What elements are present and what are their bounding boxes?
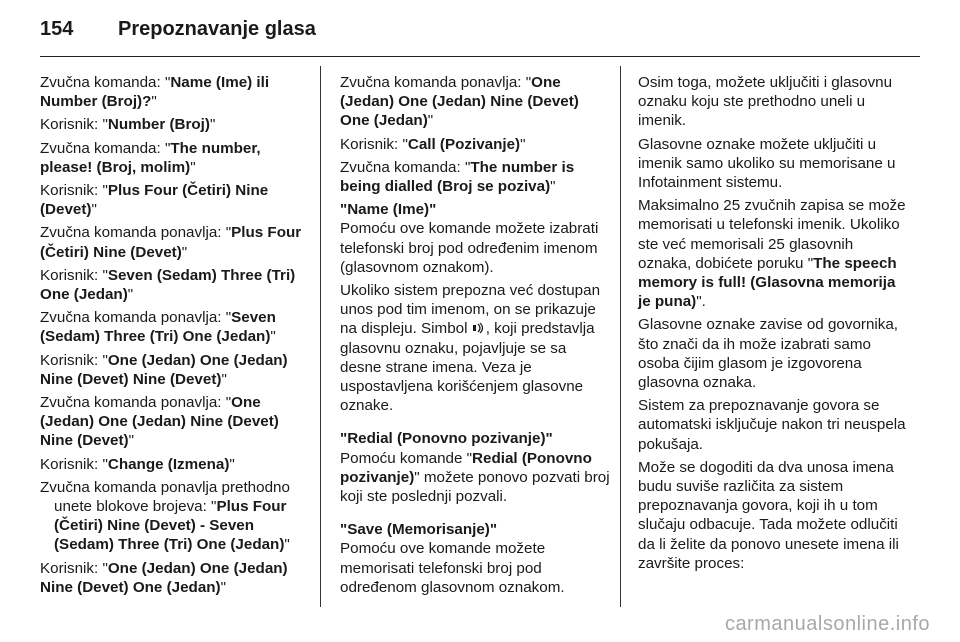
paragraph: Ukoliko sistem prepozna već dostupan unos pod tim imenom, on se prikazuje na displeju. Simbol , koji predstavlja glasovnu oznaku, pojavljuje se sa desne strane imena. Veza je uspostavljena korišćenjem glasovne oznake. — [340, 282, 601, 415]
column-2 — [340, 73, 610, 601]
section-heading: "Redial (Ponovno pozivanje)" — [340, 430, 553, 448]
page-title: Prepoznavanje glasa — [118, 18, 316, 40]
watermark: carmanualsonline.info — [724, 613, 930, 635]
voice-tag-icon — [472, 320, 486, 332]
paragraph: Zvučna komanda ponavlja: "One (Jedan) One (Jedan) Nine (Devet) Nine (Devet)" — [40, 394, 279, 450]
paragraph: Korisnik: "One (Jedan) One (Jedan) Nine (Devet) Nine (Devet)" — [40, 351, 288, 388]
paragraph: Pomoću komande "Redial (Ponovno pozivanje)" možete ponovo pozvati broj koji ste poslednji pozvali. — [340, 449, 610, 506]
paragraph: Korisnik: "Plus Four (Četiri) Nine (Devet)" — [40, 182, 269, 219]
section-heading: "Save (Memorisanje)" — [340, 521, 498, 539]
page-number: 154 — [40, 18, 74, 40]
paragraph: Korisnik: "Seven (Sedam) Three (Tri) One (Jedan)" — [40, 266, 296, 304]
paragraph: Pomoću ove komande možete memorisati telefonski broj pod određenom glasovnom oznakom. — [340, 540, 565, 596]
paragraph: Korisnik: "One (Jedan) One (Jedan) Nine (Devet) One (Jedan)" — [40, 559, 288, 596]
column-divider-1 — [320, 66, 321, 607]
paragraph: Zvučna komanda: "Name (Ime) ili Number (Broj)?" — [40, 74, 270, 111]
paragraph: Zvučna komanda ponavlja prethodno unete blokove brojeva: "Plus Four (Četiri) Nine (Devet) - Seven (Sedam) Three (Tri) One (Jedan)" — [40, 478, 290, 554]
paragraph: Zvučna komanda ponavlja: "Plus Four (Četiri) Nine (Devet)" — [40, 224, 302, 261]
paragraph: Zvučna komanda ponavlja: "One (Jedan) One (Jedan) Nine (Devet) One (Jedan)" — [340, 74, 579, 130]
column-3 — [638, 73, 906, 577]
paragraph: Maksimalno 25 zvučnih zapisa se može memorisati u telefonski imenik. Ukoliko ste već memorisali 25 glasovnih oznaka, dobićete poruku "The speech memory is full! (Glasovna memorija je puna)". — [638, 197, 906, 311]
paragraph: Pomoću ove komande možete izabrati telefonski broj pod određenim imenom (glasovnom oznakom). — [340, 220, 599, 276]
paragraph: Glasovne oznake možete uključiti u imenik samo ukoliko su memorisane u Infotainment sistemu. — [638, 135, 896, 192]
paragraph: Korisnik: "Call (Pozivanje)" — [340, 135, 526, 153]
column-1 — [40, 73, 306, 601]
paragraph: Može se dogoditi da dva unosa imena budu suviše različita za sistem prepoznavanja govora, koji ih u tom slučaju odbacuje. Tada možete odlučiti da li želite da ponovo unesete imena ili završite proces: — [638, 458, 899, 572]
paragraph: Zvučna komanda ponavlja: "Seven (Sedam) Three (Tri) One (Jedan)" — [40, 309, 276, 346]
paragraph: Sistem za prepoznavanje govora se automatski isključuje nakon tri neuspela pokušaja. — [638, 397, 906, 453]
paragraph: Zvučna komanda: "The number, please! (Broj, molim)" — [40, 139, 261, 176]
paragraph: Glasovne oznake zavise od govornika, što znači da ih može izabrati samo osoba čijim glasom je izgovorena glasovna oznaka. — [638, 316, 899, 392]
paragraph: Korisnik: "Number (Broj)" — [40, 116, 216, 134]
paragraph: Zvučna komanda: "The number is being dialled (Broj se poziva)" — [340, 158, 575, 196]
page-header — [40, 18, 316, 48]
paragraph: Korisnik: "Change (Izmena)" — [40, 455, 235, 473]
header-rule — [40, 56, 920, 57]
section-heading: "Name (Ime)" — [340, 201, 437, 219]
paragraph: Osim toga, možete uključiti i glasovnu oznaku koju ste prethodno uneli u imenik. — [638, 74, 893, 130]
column-divider-2 — [620, 66, 621, 607]
